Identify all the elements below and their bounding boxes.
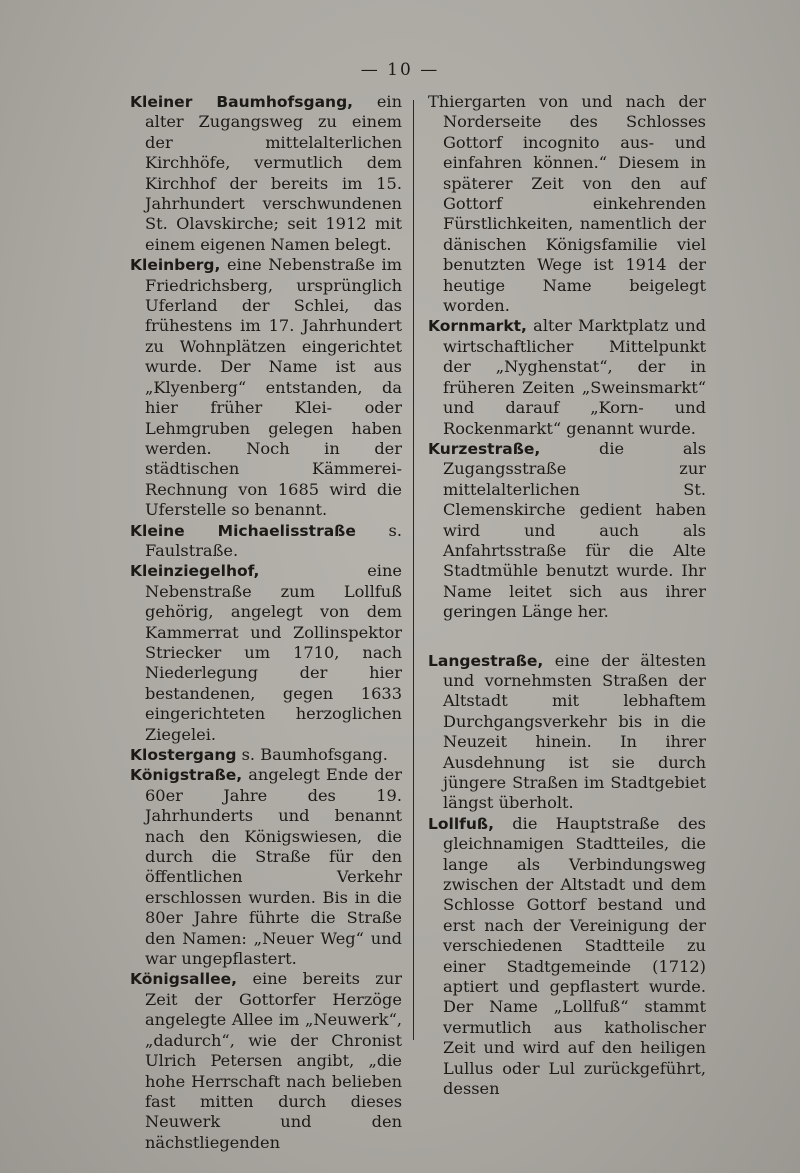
entry-term: Königsallee, <box>130 970 238 989</box>
entry-text: eine der ältesten und vornehmsten Straßen der Altstadt mit lebhaftem Durchgangsverkehr bis in die Neuzeit hinein. In ihrer Ausdehnung ist sie durch jüngere Straßen im Stadtgebiet längst überholt. <box>443 650 706 813</box>
page-number: — 10 — <box>360 60 440 80</box>
entry-koenigsallee-continued <box>428 92 706 316</box>
entry-term: Kornmarkt, <box>428 317 527 336</box>
entry-text: ein alter Zugangsweg zu einem der mittelalterlichen Kirchhöfe, vermutlich dem Kirchhof der bereits im 15. Jahrhundert verschwundenen St. Olavskirche; seit 1912 mit einem eigenen Namen belegt. <box>145 92 402 254</box>
entry-term: Lollfuß, <box>428 814 494 833</box>
entry-kleine-michaelisstrasse <box>130 521 402 562</box>
entry-term: Langestraße, <box>428 651 544 670</box>
entry-koenigstrasse <box>130 765 402 969</box>
entry-text: die als Zugangsstraße zur mittelalterlichen St. Clemenskirche gedient haben wird und auch als Anfahrtsstraße für die Alte Stadtmühle benutzt wurde. Ihr Name leitet sich aus ihrer geringen Länge her. <box>443 438 706 622</box>
entry-term: Kurzestraße, <box>428 439 541 458</box>
entry-text: s. Baumhofsgang. <box>236 745 388 764</box>
entry-text: eine Nebenstraße zum Lollfuß gehörig, angelegt von dem Kammerrat und Zollinspektor Striecker um 1710, nach Niederlegung der hier bestandenen, gegen 1633 eingerichteten herzoglichen Ziegelei. <box>145 561 402 744</box>
entry-term: Kleine Michaelisstraße <box>130 521 356 540</box>
entry-term: Klostergang <box>130 746 237 764</box>
right-column <box>428 92 706 1100</box>
entry-text: angelegt Ende der 60er Jahre des 19. Jahrhunderts und benannt nach den Königswiesen, die durch die Straße für den öffentlichen Verkehr erschlossen wurden. Bis in die 80er Jahre führte die Straße den Namen: „Neuer Weg“ und war ungepflastert. <box>145 765 402 969</box>
entry-text: s. Faulstraße. <box>145 520 402 560</box>
entry-kleinberg <box>130 255 402 520</box>
entry-text: die Hauptstraße des gleichnamigen Stadtteiles, die lange als Verbindungsweg zwischen der Altstadt und dem Schlosse Gottorf bestand und erst nach der Vereinigung der verschiedenen Stadtteile zu einer Stadtgemeinde (1712) aptiert und gepflastert wurde. Der Name „Lollfuß“ stammt vermutlich aus katholischer Zeit und wird auf den heiligen Lullus oder Lul zurückgeführt, dessen <box>443 813 706 1099</box>
entry-kleiner-baumhofsgang <box>130 92 402 255</box>
entry-lollfuss <box>428 814 706 1100</box>
entry-kleinziegelhof <box>130 561 402 745</box>
entry-term: Kleinberg, <box>130 256 221 275</box>
entry-text: eine Nebenstraße im Friedrichsberg, ursprünglich Uferland der Schlei, das frühestens im 17. Jahrhundert zu Wohnplätzen eingerichtet wurde. Der Name ist aus „Klyenberg“ entstanden, da hier früher Klei- oder Lehmgruben gelegen haben werden. Noch in der städtischen Kämmerei-Rechnung von 1685 wird die Uferstelle so benannt. <box>145 255 402 520</box>
entry-term: Königstraße, <box>130 766 243 785</box>
entry-kurzestrasse <box>428 439 706 623</box>
entry-koenigsallee <box>130 969 402 1153</box>
entry-term: Kleiner Baumhofsgang, <box>130 93 354 111</box>
left-column <box>130 92 402 1153</box>
entry-klostergang <box>130 745 402 765</box>
entry-kornmarkt <box>428 316 706 438</box>
column-divider <box>413 100 414 1040</box>
entry-text: eine bereits zur Zeit der Gottorfer Herzöge angelegte Allee im „Neuwerk“, „dadurch“, wie der Chronist Ulrich Petersen angibt, „die hohe Herrschaft nach belieben fast mitten durch dieses Neuwerk und den nächstliegenden <box>145 969 402 1152</box>
entry-term: Kleinziegelhof, <box>130 562 260 581</box>
entry-langestrasse <box>428 651 706 814</box>
entry-text: Thiergarten von und nach der Norderseite des Schlosses Gottorf incognito aus- und einfahren können.“ Diesem in späterer Zeit von den auf Gottorf einkehrenden Fürstlichkeiten, namentlich der dänischen Königsfamilie viel benutzten Wege ist 1914 der heutige Name beigelegt worden. <box>428 92 706 316</box>
entry-text: alter Marktplatz und wirtschaftlicher Mittelpunkt der „Nyghenstat“, der in früheren Zeiten „Sweinsmarkt“ und darauf „Korn- und Rockenmarkt“ genannt wurde. <box>443 316 706 438</box>
